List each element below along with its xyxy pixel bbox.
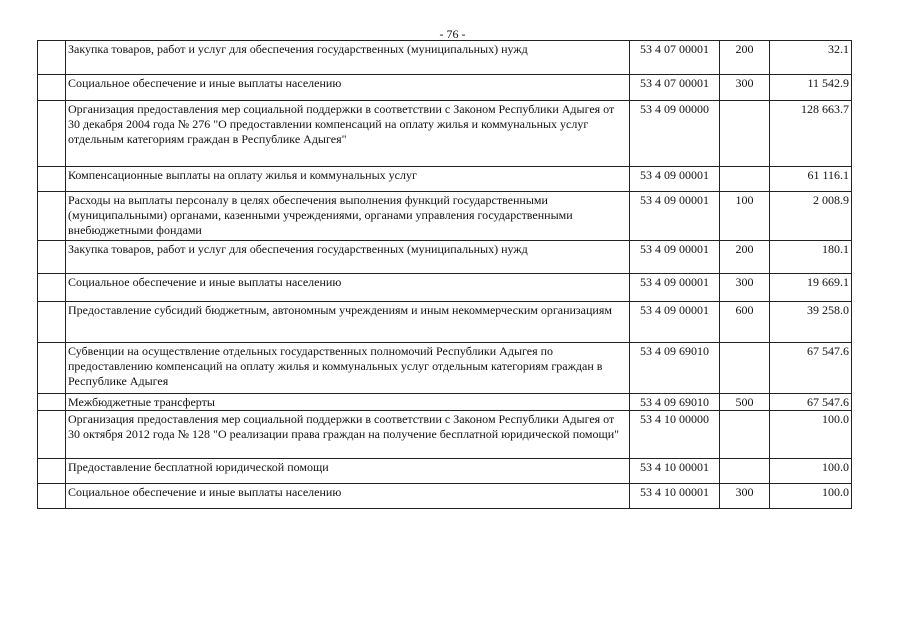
blank-cell	[38, 411, 66, 459]
table-row	[38, 343, 852, 394]
row-sum: 11 542.9	[770, 75, 852, 101]
table-row	[38, 274, 852, 302]
blank-cell	[38, 41, 66, 75]
row-vr: 200	[720, 41, 770, 75]
row-code: 53 4 10 00000	[630, 411, 720, 459]
row-sum: 67 547.6	[770, 343, 852, 394]
row-vr	[720, 101, 770, 167]
blank-cell	[38, 192, 66, 241]
blank-cell	[38, 274, 66, 302]
row-name: Закупка товаров, работ и услуг для обеспечения государственных (муниципальных) нужд	[66, 241, 630, 274]
row-code: 53 4 09 00001	[630, 167, 720, 192]
row-vr	[720, 343, 770, 394]
row-sum: 32.1	[770, 41, 852, 75]
blank-cell	[38, 241, 66, 274]
row-code: 53 4 09 00000	[630, 101, 720, 167]
blank-cell	[38, 343, 66, 394]
row-sum: 67 547.6	[770, 394, 852, 411]
row-name: Межбюджетные трансферты	[66, 394, 630, 411]
row-vr: 200	[720, 241, 770, 274]
row-vr: 100	[720, 192, 770, 241]
table-row	[38, 484, 852, 509]
table-row	[38, 394, 852, 411]
row-name: Компенсационные выплаты на оплату жилья и коммунальных услуг	[66, 167, 630, 192]
row-sum: 180.1	[770, 241, 852, 274]
row-vr	[720, 411, 770, 459]
row-code: 53 4 09 00001	[630, 302, 720, 343]
table-row	[38, 192, 852, 241]
blank-cell	[38, 394, 66, 411]
blank-cell	[38, 167, 66, 192]
table-row	[38, 101, 852, 167]
budget-table	[37, 40, 852, 509]
table-row	[38, 167, 852, 192]
row-vr: 500	[720, 394, 770, 411]
blank-cell	[38, 484, 66, 509]
row-name: Социальное обеспечение и иные выплаты населению	[66, 75, 630, 101]
row-name: Расходы на выплаты персоналу в целях обеспечения выполнения функций государственными (муниципальными) органами, казенными учреждениями, органами управления государственными внебюджетными фондами	[66, 192, 630, 241]
blank-cell	[38, 75, 66, 101]
row-sum: 39 258.0	[770, 302, 852, 343]
row-name: Предоставление субсидий бюджетным, автономным учреждениям и иным некоммерческим организациям	[66, 302, 630, 343]
row-name: Социальное обеспечение и иные выплаты населению	[66, 274, 630, 302]
row-code: 53 4 07 00001	[630, 41, 720, 75]
row-name: Социальное обеспечение и иные выплаты населению	[66, 484, 630, 509]
row-vr	[720, 167, 770, 192]
row-vr	[720, 459, 770, 484]
row-name: Организация предоставления мер социальной поддержки в соответствии с Законом Республики Адыгея от 30 декабря 2004 года № 276 "О предоставлении компенсаций на оплату жилья и коммунальных услуг отдельным категориям граждан в Республике Адыгея"	[66, 101, 630, 167]
row-name: Субвенции на осуществление отдельных государственных полномочий Республики Адыгея по предоставлению компенсаций на оплату жилья и коммунальных услуг отдельным категориям граждан в Республике Адыгея	[66, 343, 630, 394]
table-row	[38, 459, 852, 484]
row-code: 53 4 10 00001	[630, 484, 720, 509]
row-sum: 100.0	[770, 411, 852, 459]
row-sum: 100.0	[770, 484, 852, 509]
row-vr: 300	[720, 75, 770, 101]
row-code: 53 4 09 69010	[630, 394, 720, 411]
row-code: 53 4 09 00001	[630, 241, 720, 274]
row-code: 53 4 10 00001	[630, 459, 720, 484]
row-sum: 61 116.1	[770, 167, 852, 192]
table-row	[38, 241, 852, 274]
table-row	[38, 411, 852, 459]
row-vr: 300	[720, 484, 770, 509]
blank-cell	[38, 302, 66, 343]
page-number: - 76 -	[439, 27, 466, 41]
row-code: 53 4 07 00001	[630, 75, 720, 101]
blank-cell	[38, 101, 66, 167]
row-name: Организация предоставления мер социальной поддержки в соответствии с Законом Республики Адыгея от 30 октября 2012 года № 128 "О реализации права граждан на получение бесплатной юридической помощи"	[66, 411, 630, 459]
row-vr: 600	[720, 302, 770, 343]
row-code: 53 4 09 69010	[630, 343, 720, 394]
row-code: 53 4 09 00001	[630, 192, 720, 241]
table-row	[38, 302, 852, 343]
row-vr: 300	[720, 274, 770, 302]
table-row	[38, 41, 852, 75]
row-code: 53 4 09 00001	[630, 274, 720, 302]
row-sum: 2 008.9	[770, 192, 852, 241]
row-sum: 128 663.7	[770, 101, 852, 167]
row-name: Закупка товаров, работ и услуг для обеспечения государственных (муниципальных) нужд	[66, 41, 630, 75]
row-sum: 100.0	[770, 459, 852, 484]
row-sum: 19 669.1	[770, 274, 852, 302]
blank-cell	[38, 459, 66, 484]
table-row	[38, 75, 852, 101]
row-name: Предоставление бесплатной юридической помощи	[66, 459, 630, 484]
